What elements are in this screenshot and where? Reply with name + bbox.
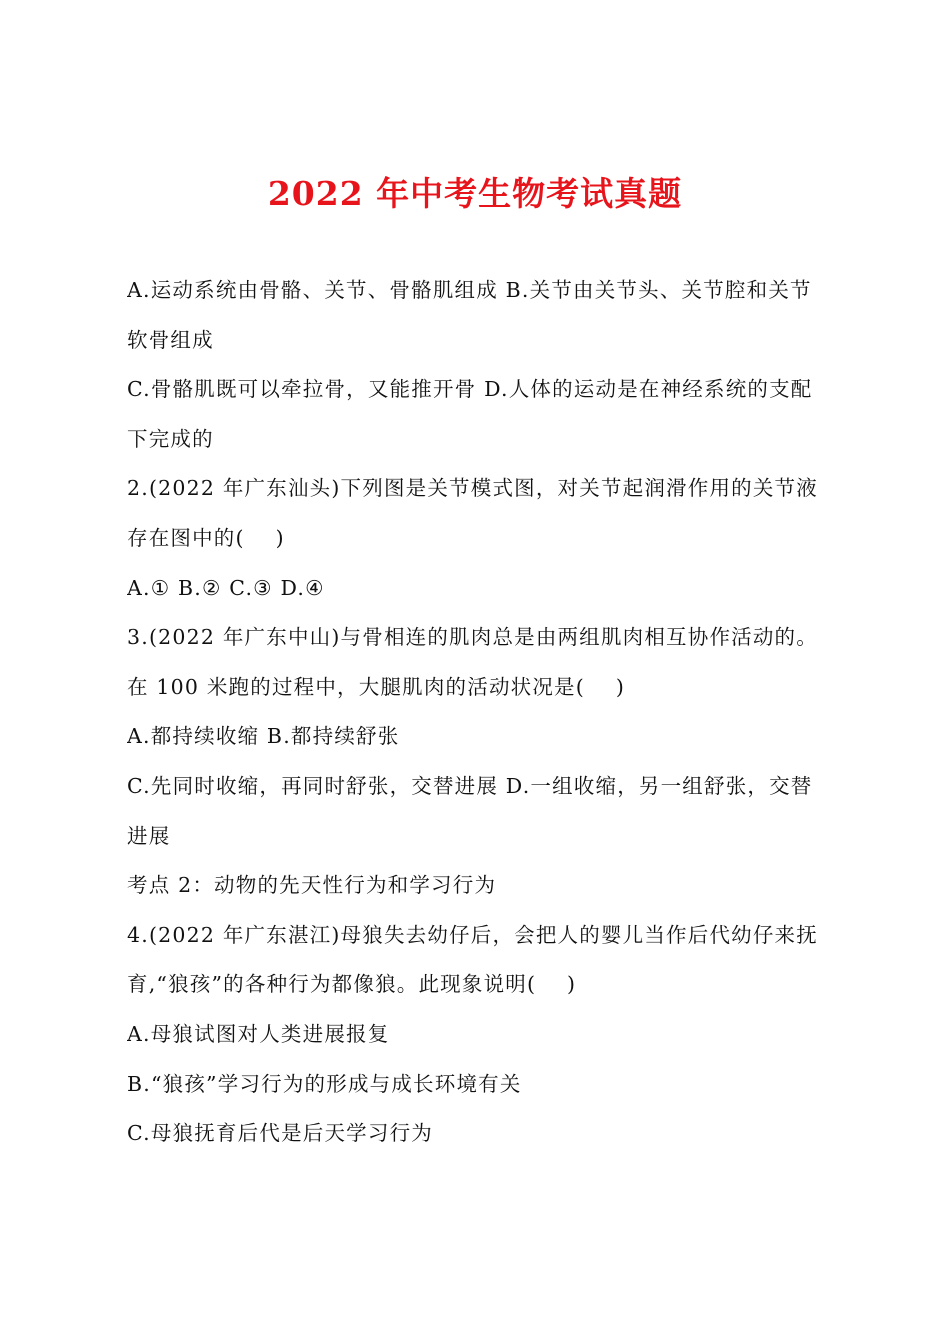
text-line: 在 100 米跑的过程中，大腿肌肉的活动状况是( )	[127, 674, 626, 699]
text-line: 下完成的	[127, 426, 214, 451]
text-line: 存在图中的( )	[127, 525, 285, 550]
text-line: 软骨组成	[127, 327, 214, 352]
question-2-line: 2.(2022 年广东汕头)下列图是关节模式图，对关节起润滑作用的关节液	[127, 476, 818, 501]
section-heading: 考点 2：动物的先天性行为和学习行为	[127, 873, 497, 898]
text-line: 进展	[127, 823, 171, 848]
text-line: C.骨骼肌既可以牵拉骨，又能推开骨 D.人体的运动是在神经系统的支配	[127, 377, 813, 402]
question-3-line: 3.(2022 年广东中山)与骨相连的肌肉总是由两组肌肉相互协作活动的。	[127, 625, 818, 650]
answer-option-b: B.“狼孩”学习行为的形成与成长环境有关	[127, 1071, 522, 1096]
answer-option-c: C.母狼抚育后代是后天学习行为	[127, 1121, 433, 1146]
text-line: 育,“狼孩”的各种行为都像狼。此现象说明( )	[127, 972, 577, 997]
answer-options: A.都持续收缩 B.都持续舒张	[127, 724, 400, 749]
answer-options: A.① B.② C.③ D.④	[127, 575, 325, 600]
question-4-line: 4.(2022 年广东湛江)母狼失去幼仔后，会把人的婴儿当作后代幼仔来抚	[127, 922, 818, 947]
text-line: A.运动系统由骨骼、关节、骨骼肌组成 B.关节由关节头、关节腔和关节	[127, 278, 812, 302]
answer-options: C.先同时收缩，再同时舒张，交替进展 D.一组收缩，另一组舒张，交替	[127, 773, 813, 798]
answer-option-a: A.母狼试图对人类进展报复	[127, 1021, 390, 1046]
page-title: 2022 年中考生物考试真题	[267, 174, 683, 213]
document-body	[127, 266, 837, 1159]
